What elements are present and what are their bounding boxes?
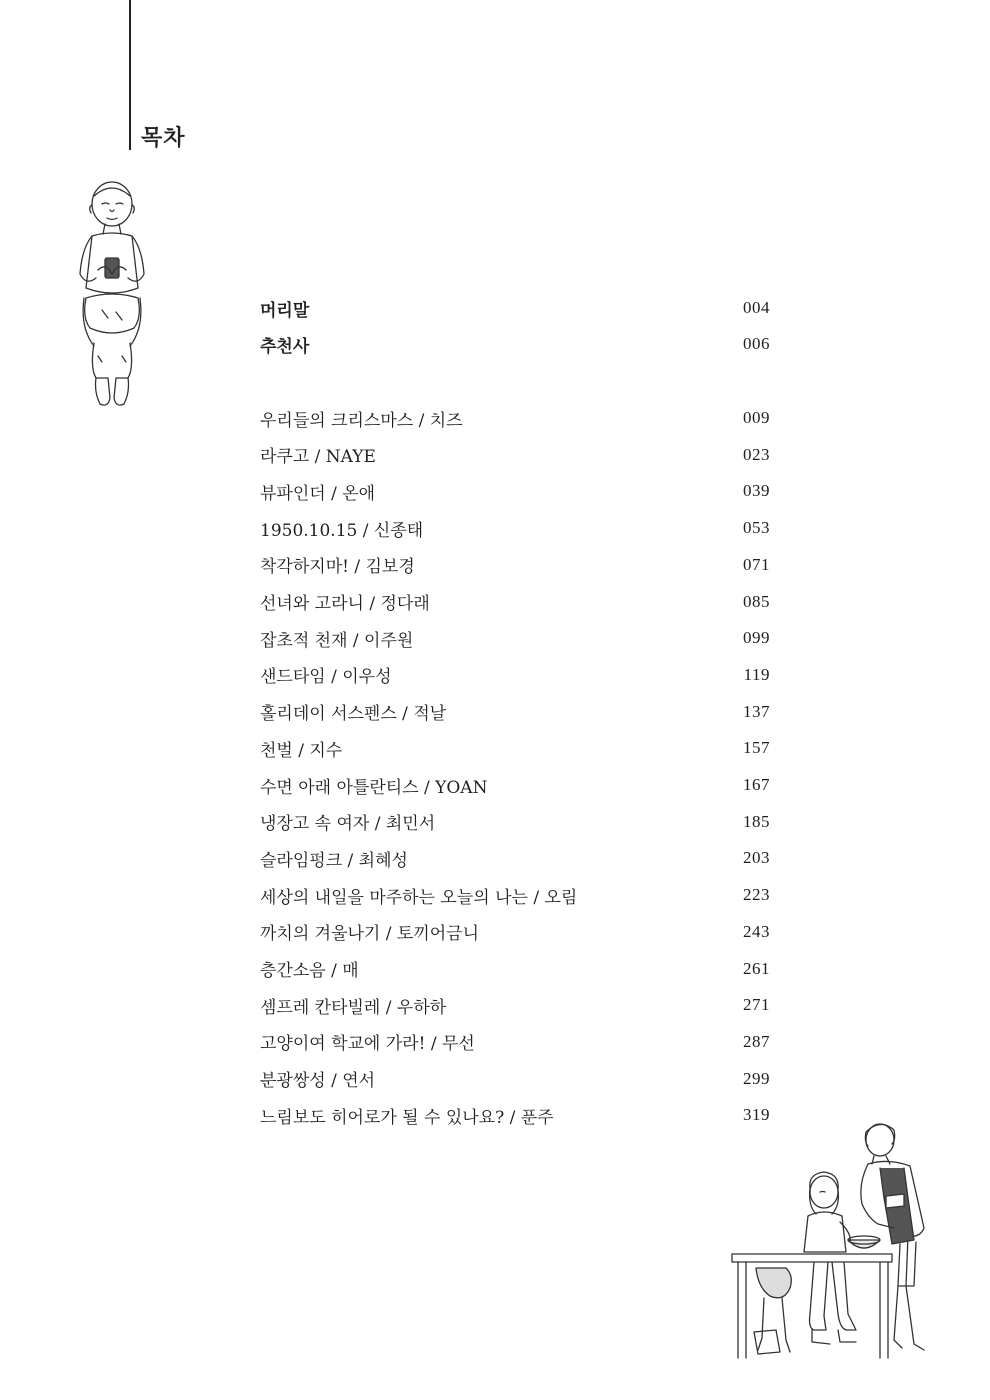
- vertical-rule: [129, 0, 131, 150]
- toc-page-number: 099: [743, 628, 770, 648]
- toc-entry[interactable]: [260, 659, 770, 691]
- toc-entry[interactable]: [260, 916, 770, 948]
- boy-illustration: [72, 178, 152, 410]
- toc-entry[interactable]: [260, 953, 770, 985]
- toc-title: 층간소음 / 매: [260, 961, 359, 981]
- toc-page-number: 157: [743, 738, 770, 758]
- toc-page-number: 243: [743, 921, 770, 941]
- toc-entry[interactable]: [260, 1099, 770, 1131]
- toc-entry[interactable]: [260, 622, 770, 654]
- page-title: 목차: [141, 126, 186, 151]
- toc-title: 세상의 내일을 마주하는 오늘의 나는 / 오림: [260, 887, 578, 908]
- toc-title: 선녀와 고라니 / 정다래: [260, 594, 430, 614]
- toc-page-number: 287: [743, 1031, 770, 1051]
- toc-page-number: 071: [743, 554, 770, 574]
- toc-entry[interactable]: [260, 769, 770, 801]
- toc-page-number: 137: [743, 701, 770, 721]
- toc-page-number: 009: [743, 408, 770, 427]
- toc-entry[interactable]: [260, 989, 770, 1021]
- toc-entry[interactable]: [260, 402, 770, 434]
- toc-entry[interactable]: [260, 292, 770, 324]
- toc-page-number: 185: [743, 811, 770, 831]
- toc-entry[interactable]: [260, 732, 770, 764]
- toc-title: 추천사: [260, 336, 310, 357]
- toc-page-number: 085: [743, 591, 770, 611]
- toc-page-number: 004: [743, 298, 770, 317]
- toc-title: 분광쌍성 / 연서: [260, 1071, 376, 1092]
- toc-title: 우리들의 크리스마스 / 치즈: [260, 410, 463, 431]
- toc-entry[interactable]: [260, 328, 770, 360]
- toc-page-number: 271: [743, 995, 770, 1015]
- toc-title: 뷰파인더 / 온애: [260, 483, 376, 504]
- toc-page-number: 119: [743, 664, 770, 684]
- toc-page-number: 006: [743, 334, 770, 353]
- toc-page-number: 299: [743, 1068, 770, 1088]
- toc-title: 샌드타임 / 이우성: [260, 667, 392, 688]
- toc-title: 슬라임펑크 / 최혜성: [260, 850, 408, 871]
- toc-entry[interactable]: [260, 549, 770, 581]
- toc-title: 고양이여 학교에 가라! / 무선: [260, 1034, 475, 1055]
- toc-entry[interactable]: [260, 439, 770, 471]
- toc-entry[interactable]: [260, 696, 770, 728]
- toc-title: 느림보도 히어로가 될 수 있나요? / 푼주: [260, 1107, 554, 1128]
- toc-entry[interactable]: [260, 879, 770, 911]
- toc-title: 라쿠고 / NAYE: [260, 447, 376, 468]
- toc-entry[interactable]: [260, 1026, 770, 1058]
- cafe-scene-illustration: [728, 1118, 968, 1368]
- toc-page-number: 039: [743, 481, 770, 501]
- toc-title: 까치의 겨울나기 / 토끼어금니: [260, 924, 480, 945]
- toc-title: 홀리데이 서스펜스 / 적날: [260, 704, 447, 725]
- toc-page-number: 223: [743, 885, 770, 905]
- toc-entry[interactable]: [260, 512, 770, 544]
- toc-title: 천벌 / 지수: [260, 740, 343, 761]
- toc-page-number: 261: [743, 958, 770, 978]
- toc-page-number: 203: [743, 848, 770, 868]
- toc-entry[interactable]: [260, 1063, 770, 1095]
- toc-page-number: 167: [743, 775, 770, 794]
- toc-title: 셈프레 칸타빌레 / 우하하: [260, 997, 447, 1018]
- toc-title: 냉장고 속 여자 / 최민서: [260, 814, 436, 835]
- toc-title: 수면 아래 아틀란티스 / YOAN: [260, 777, 488, 798]
- toc-entry[interactable]: [260, 586, 770, 618]
- toc-title: 1950.10.15 / 신종태: [260, 520, 424, 541]
- toc-entry[interactable]: [260, 842, 770, 874]
- toc-title: 잡초적 천재 / 이주원: [260, 630, 414, 651]
- toc-entry[interactable]: [260, 475, 770, 507]
- toc-page-number: 053: [743, 518, 770, 538]
- toc-title: 착각하지마! / 김보경: [260, 557, 415, 578]
- toc-page-number: 319: [743, 1105, 770, 1125]
- toc-page-number: 023: [743, 444, 770, 464]
- toc-title: 머리말: [260, 300, 310, 321]
- toc-entry[interactable]: [260, 806, 770, 838]
